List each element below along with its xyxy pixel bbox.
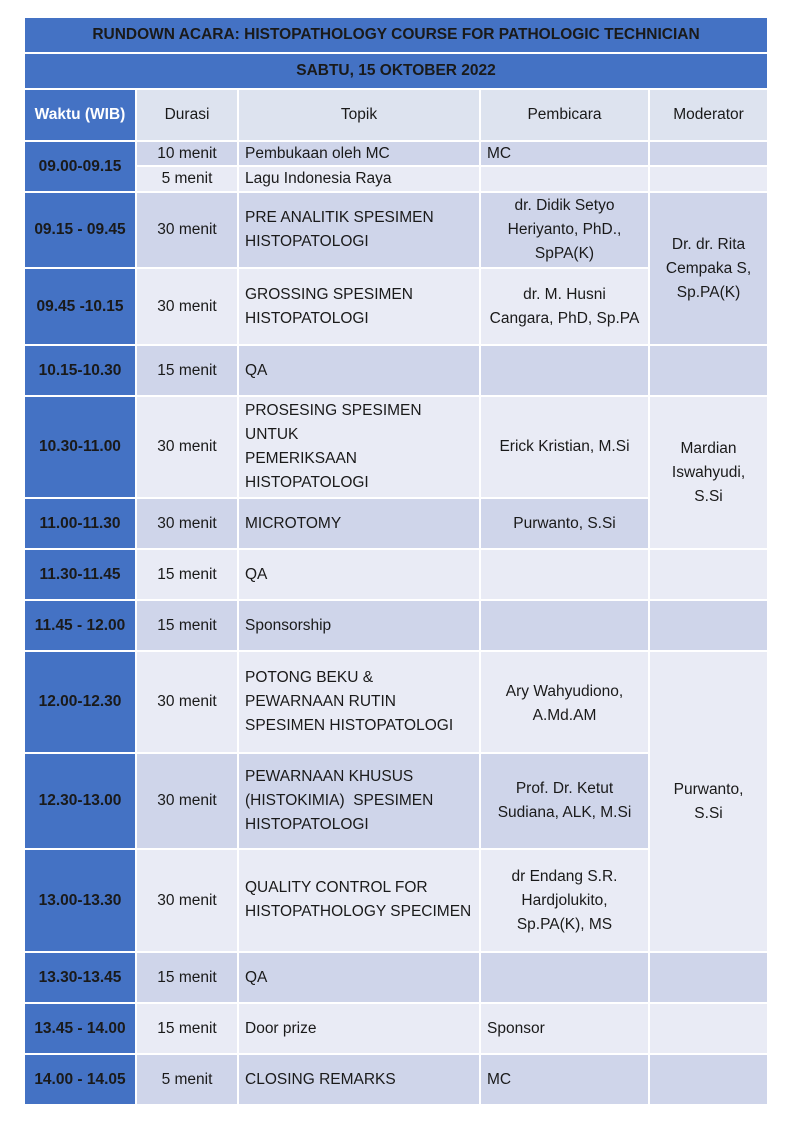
durasi-cell: 15 menit: [136, 600, 238, 651]
pembicara-cell: [480, 192, 649, 268]
topik-cell: Pembukaan oleh MC: [238, 141, 480, 166]
topik-line: HISTOPATOLOGI: [245, 474, 369, 491]
table-row: [24, 141, 768, 166]
pembicara-line: Prof. Dr. Ketut: [515, 780, 614, 797]
moderator-cell: [649, 651, 768, 952]
pembicara-cell: [480, 166, 649, 192]
durasi-cell: 30 menit: [136, 192, 238, 268]
time-cell: 10.30-11.00: [24, 396, 136, 498]
pembicara-cell: [480, 651, 649, 753]
topik-line: GROSSING SPESIMEN: [245, 285, 413, 303]
moderator-line: Mardian: [680, 440, 737, 457]
durasi-cell: 30 menit: [136, 753, 238, 849]
durasi-cell: 5 menit: [136, 166, 238, 192]
moderator-cell: [649, 141, 768, 166]
durasi-cell: 15 menit: [136, 1003, 238, 1054]
time-cell: 13.30-13.45: [24, 952, 136, 1003]
pembicara-cell: [480, 268, 649, 345]
moderator-cell: [649, 1003, 768, 1054]
durasi-cell: 30 menit: [136, 396, 238, 498]
topik-line: HISTOPATOLOGI: [245, 816, 369, 833]
durasi-cell: 15 menit: [136, 952, 238, 1003]
topik-line: PEWARNAAN KHUSUS: [245, 768, 414, 785]
moderator-cell: [649, 192, 768, 345]
time-cell: 12.00-12.30: [24, 651, 136, 753]
table-row: [24, 651, 768, 753]
table-row: [24, 396, 768, 498]
pembicara-line: dr. M. Husni: [523, 285, 606, 303]
time-cell: 09.00-09.15: [24, 141, 136, 192]
pembicara-cell: [480, 549, 649, 600]
topik-line: HISTOPATHOLOGY SPECIMEN: [245, 903, 472, 920]
pembicara-cell: MC: [480, 141, 649, 166]
time-cell: 14.00 - 14.05: [24, 1054, 136, 1105]
durasi-cell: 10 menit: [136, 141, 238, 166]
pembicara-line: dr Endang S.R.: [511, 867, 618, 885]
topik-cell: [238, 192, 480, 268]
moderator-line: Purwanto,: [673, 780, 744, 798]
table-row: [24, 1054, 768, 1105]
topik-line: SPESIMEN HISTOPATOLOGI: [245, 717, 454, 734]
topik-line: HISTOPATOLOGI: [245, 233, 369, 250]
rundown-table: [23, 16, 769, 1106]
topik-cell: [238, 753, 480, 849]
pembicara-cell: [480, 952, 649, 1003]
durasi-cell: 30 menit: [136, 268, 238, 345]
moderator-line: Iswahyudi,: [671, 464, 746, 481]
topik-line: PEMERIKSAAN: [245, 450, 357, 467]
moderator-cell: [649, 600, 768, 651]
durasi-cell: 30 menit: [136, 849, 238, 952]
topik-line: PEWARNAAN RUTIN: [245, 693, 396, 710]
time-cell: 11.30-11.45: [24, 549, 136, 600]
pembicara-line: SpPA(K): [534, 245, 595, 262]
topik-cell: CLOSING REMARKS: [238, 1054, 480, 1105]
topik-cell: [238, 396, 480, 498]
time-cell: 10.15-10.30: [24, 345, 136, 396]
table-row: [24, 600, 768, 651]
moderator-line: S.Si: [694, 804, 723, 822]
topik-cell: [238, 651, 480, 753]
event-date: SABTU, 15 OKTOBER 2022: [24, 53, 768, 89]
moderator-cell: [649, 549, 768, 600]
time-cell: 13.45 - 14.00: [24, 1003, 136, 1054]
column-header-moderator: Moderator: [649, 89, 768, 141]
time-cell: 09.15 - 09.45: [24, 192, 136, 268]
topik-line: PROSESING SPESIMEN UNTUK: [245, 402, 422, 443]
durasi-cell: 15 menit: [136, 345, 238, 396]
table-row: [24, 1003, 768, 1054]
pembicara-cell: Sponsor: [480, 1003, 649, 1054]
column-header-pembicara: Pembicara: [480, 89, 649, 141]
column-header-durasi: Durasi: [136, 89, 238, 141]
topik-cell: [238, 849, 480, 952]
table-row: [24, 192, 768, 268]
topik-line: (HISTOKIMIA) SPESIMEN: [245, 792, 434, 809]
time-cell: 09.45 -10.15: [24, 268, 136, 345]
topik-line: PRE ANALITIK SPESIMEN: [245, 209, 434, 226]
pembicara-line: A.Md.AM: [532, 707, 597, 724]
moderator-line: Dr. dr. Rita: [671, 236, 746, 253]
topik-cell: QA: [238, 549, 480, 600]
durasi-cell: 30 menit: [136, 498, 238, 549]
topik-cell: Lagu Indonesia Raya: [238, 166, 480, 192]
time-cell: 13.00-13.30: [24, 849, 136, 952]
moderator-line: S.Si: [694, 488, 723, 505]
topik-cell: Door prize: [238, 1003, 480, 1054]
table-row: [24, 345, 768, 396]
moderator-line: Sp.PA(K): [676, 284, 741, 301]
document-title: RUNDOWN ACARA: HISTOPATHOLOGY COURSE FOR PATHOLOGIC TECHNICIAN: [24, 17, 768, 53]
pembicara-cell: Purwanto, S.Si: [480, 498, 649, 549]
pembicara-line: dr. Didik Setyo: [514, 197, 615, 214]
pembicara-line: Heriyanto, PhD.,: [507, 221, 622, 238]
column-header-topik: Topik: [238, 89, 480, 141]
pembicara-cell: [480, 600, 649, 651]
time-cell: 11.45 - 12.00: [24, 600, 136, 651]
moderator-cell: [649, 1054, 768, 1105]
time-cell: 12.30-13.00: [24, 753, 136, 849]
table-row: [24, 549, 768, 600]
table-row: [24, 952, 768, 1003]
topik-cell: QA: [238, 345, 480, 396]
topik-line: QUALITY CONTROL FOR: [245, 879, 428, 896]
pembicara-cell: [480, 753, 649, 849]
pembicara-line: Sudiana, ALK, M.Si: [497, 804, 632, 821]
topik-cell: MICROTOMY: [238, 498, 480, 549]
pembicara-cell: Erick Kristian, M.Si: [480, 396, 649, 498]
topik-cell: [238, 268, 480, 345]
moderator-cell: [649, 166, 768, 192]
topik-cell: QA: [238, 952, 480, 1003]
pembicara-cell: [480, 345, 649, 396]
pembicara-line: Hardjolukito,: [521, 891, 608, 909]
pembicara-line: Cangara, PhD, Sp.PA: [489, 309, 640, 327]
moderator-cell: [649, 345, 768, 396]
moderator-cell: [649, 396, 768, 549]
moderator-line: Cempaka S,: [665, 260, 752, 277]
durasi-cell: 5 menit: [136, 1054, 238, 1105]
durasi-cell: 15 menit: [136, 549, 238, 600]
durasi-cell: 30 menit: [136, 651, 238, 753]
column-header-waktu: Waktu (WIB): [24, 89, 136, 141]
topik-line: POTONG BEKU &: [245, 669, 374, 686]
time-cell: 11.00-11.30: [24, 498, 136, 549]
moderator-cell: [649, 952, 768, 1003]
topik-cell: Sponsorship: [238, 600, 480, 651]
topik-line: HISTOPATOLOGI: [245, 309, 369, 327]
column-header-row: [24, 89, 768, 141]
pembicara-line: Ary Wahyudiono,: [505, 683, 624, 700]
pembicara-line: Sp.PA(K), MS: [516, 915, 613, 933]
table-row: [24, 166, 768, 192]
pembicara-cell: MC: [480, 1054, 649, 1105]
pembicara-cell: [480, 849, 649, 952]
